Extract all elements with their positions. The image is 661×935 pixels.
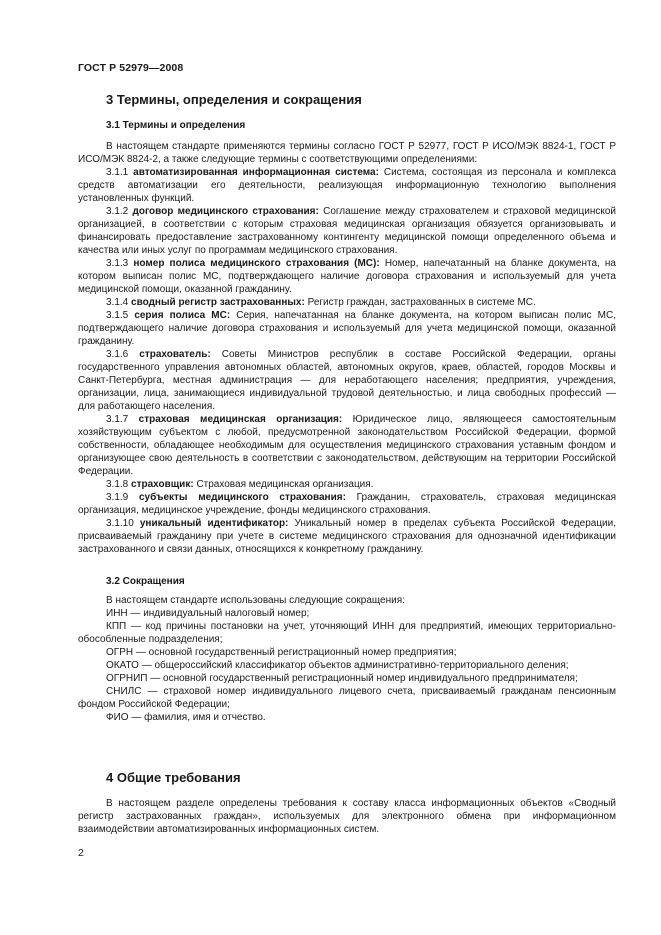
term-name: страхователь: <box>139 349 211 360</box>
term-definition: Соглашение между страхователем и страховой медицинской организацией, в соответствии с которым страховая медицинская организация обязуется организовывать и финансировать предоставление застрахованному контингенту медицинской помощи определенного объема и качества или иных услуг по программам медицинского страхования. <box>78 206 616 256</box>
terms-block <box>78 140 616 556</box>
term-number: 3.1.7 <box>106 414 129 425</box>
term-entry <box>78 517 616 556</box>
term-number: 3.1.6 <box>106 349 129 360</box>
term-entry <box>78 296 616 309</box>
term-definition: Регистр граждан, застрахованных в системе МС. <box>307 297 536 308</box>
term-entry <box>78 413 616 478</box>
subsection-3-2-heading: 3.2 Сокращения <box>106 576 185 587</box>
term-name: автоматизированная информационная система: <box>133 167 379 178</box>
term-name: уникальный идентификатор: <box>139 518 289 529</box>
term-definition: Юридическое лицо, являющееся самостоятельным хозяйствующим субъектом с любой, предусмотренной законодательством Российской Федерации, формой собственности, обладающее необходимым для осуществления медицинского страхования уставным фондом и организующее свою деятельность в соответствии с законодательством, действующим на территории Российской Федерации. <box>78 414 616 477</box>
section-4-body <box>78 797 616 836</box>
term-entry <box>78 205 616 257</box>
term-entry <box>78 166 616 205</box>
term-name: серия полиса МС: <box>134 310 231 321</box>
term-number: 3.1.2 <box>106 206 129 217</box>
term-definition: Система, состоящая из персонала и комплекса средств автоматизации его деятельности, реализующая информационную технологию выполнения установленных функций. <box>78 167 617 204</box>
section-3-heading: 3 Термины, определения и сокращения <box>106 92 362 107</box>
term-definition: Номер, напечатанный на бланке документа, на котором выписан полис МС, подтверждающего наличие договора страхования и используемый для учета медицинской помощи, оказанной гражданину. <box>78 258 616 295</box>
section-4-heading: 4 Общие требования <box>106 770 241 785</box>
abbreviation-item: ФИО — фамилия, имя и отчество. <box>106 712 266 723</box>
term-number: 3.1.8 <box>106 479 129 490</box>
section-4-paragraph: В настоящем разделе определены требования к составу класса информационных объектов «Сводный регистр застрахованных граждан», используемых для электронного обмена при информационном взаимодействии автоматизированных информационных систем. <box>78 798 616 835</box>
term-name: сводный регистр застрахованных: <box>131 297 305 308</box>
term-number: 3.1.10 <box>106 518 134 529</box>
abbreviation-item: КПП — код причины постановки на учет, уточняющий ИНН для предприятий, имеющих территориально-обособленные подразделения; <box>78 621 616 645</box>
term-number: 3.1.1 <box>106 167 129 178</box>
term-number: 3.1.4 <box>106 297 129 308</box>
abbreviations-intro: В настоящем стандарте использованы следующие сокращения: <box>106 595 405 606</box>
abbreviation-item: ОКАТО — общероссийский классификатор объектов административно-территориального деления; <box>106 660 569 671</box>
abbreviation-item: ОГРН — основной государственный регистрационный номер предприятия; <box>106 647 457 658</box>
term-name: страховщик: <box>131 479 194 490</box>
abbreviation-item: ИНН — индивидуальный налоговый номер; <box>106 608 310 619</box>
abbreviations-block <box>78 594 616 724</box>
term-definition: Советы Министров республик в составе Российской Федерации, органы государственного управления автономных областей, автономных округов, краев, областей, городов Москвы и Санкт-Петербурга, местная администрация — для неработающего населения; предприятия, учреждения, организации, лица, занимающиеся индивидуальной трудовой деятельностью, и лица свободных профессий — для работающего населения. <box>78 349 616 412</box>
term-number: 3.1.3 <box>106 258 129 269</box>
page-number: 2 <box>78 847 84 859</box>
abbreviation-item: СНИЛС — страховой номер индивидуального лицевого счета, присваиваемый гражданам пенсионным фондом Российской Федерации; <box>78 686 616 710</box>
term-number: 3.1.9 <box>106 492 129 503</box>
term-entry <box>78 348 616 413</box>
term-definition: Гражданин, страхователь, страховая медицинская организация, медицинское учреждение, фонды медицинского страхования. <box>78 492 616 516</box>
term-definition: Серия, напечатанная на бланке документа, на котором выписан полис МС, подтверждающего наличие договора страхования и используемый для учета медицинской помощи, оказанной гражданину. <box>78 310 617 347</box>
term-name: номер полиса медицинского страхования (МС): <box>133 258 380 269</box>
document-header: ГОСТ Р 52979—2008 <box>78 62 184 74</box>
term-name: договор медицинского страхования: <box>132 206 319 217</box>
term-name: субъекты медицинского страхования: <box>139 492 346 503</box>
term-definition: Страховая медицинская организация. <box>196 479 374 490</box>
term-name: страховая медицинская организация: <box>138 414 343 425</box>
term-entry <box>78 491 616 517</box>
terms-intro: В настоящем стандарте применяются термины согласно ГОСТ Р 52977, ГОСТ Р ИСО/МЭК 8824-1, ГОСТ Р ИСО/МЭК 8824-2, а также следующие термины с соответствующими определениями: <box>78 141 616 165</box>
term-entry <box>78 309 616 348</box>
term-number: 3.1.5 <box>106 310 129 321</box>
term-definition: Уникальный номер в пределах субъекта Российской Федерации, присваиваемый гражданину при учете в системе медицинского страхования для однозначной идентификации застрахованного и связи данных, относящихся к конкретному гражданину. <box>78 518 617 555</box>
term-entry <box>78 478 616 491</box>
subsection-3-1-heading: 3.1 Термины и определения <box>106 120 246 131</box>
abbreviation-item: ОГРНИП — основной государственный регистрационный номер индивидуального предпринимателя; <box>106 673 578 684</box>
term-entry <box>78 257 616 296</box>
